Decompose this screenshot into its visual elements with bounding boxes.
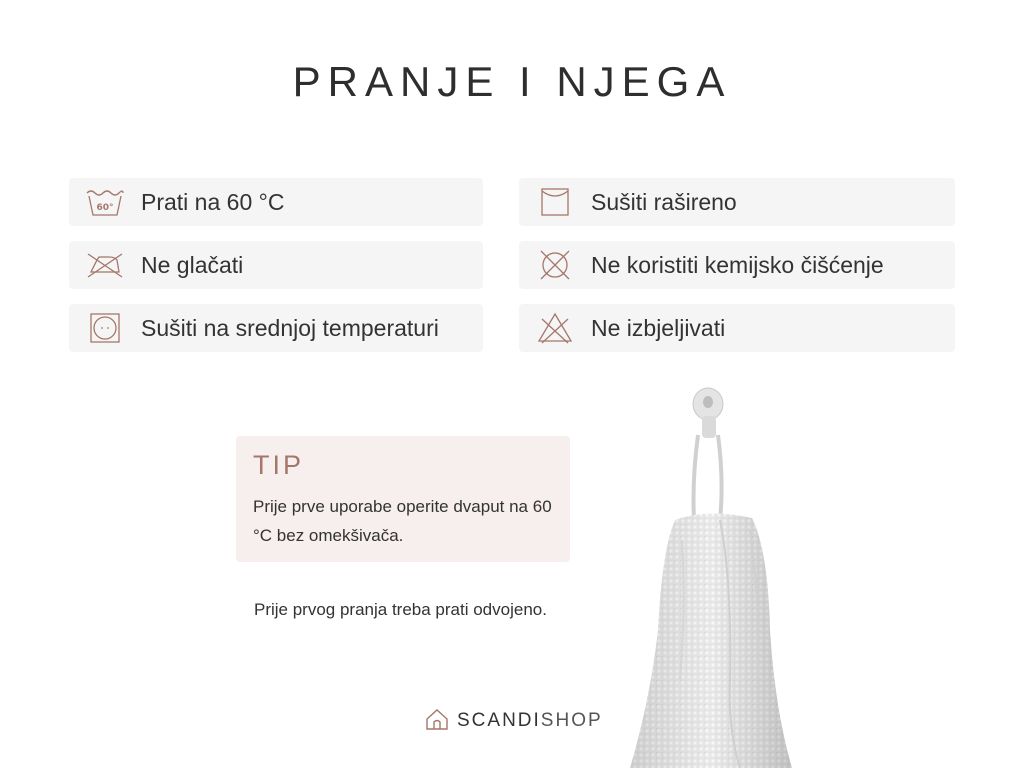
wash-60-icon-text: 60° — [96, 203, 114, 213]
towel-image — [620, 380, 840, 768]
tip-box — [236, 436, 570, 562]
brand-name-part1: SCANDI — [457, 710, 541, 731]
care-item-wash-60 — [69, 178, 483, 226]
tumble-dry-medium-icon — [83, 308, 127, 348]
care-item-label: Ne izbjeljivati — [591, 314, 726, 341]
care-item-label: Ne koristiti kemijsko čišćenje — [591, 251, 884, 278]
care-item-tumble-dry-medium — [69, 304, 483, 352]
no-bleach-icon — [533, 308, 577, 348]
no-dry-clean-icon — [533, 245, 577, 285]
note-text: Prije prvog pranja treba prati odvojeno. — [254, 600, 547, 619]
care-item-label: Ne glačati — [141, 251, 244, 278]
house-icon — [425, 707, 449, 736]
wash-60-icon — [83, 182, 127, 222]
page-title: PRANJE I NJEGA — [292, 58, 732, 105]
brand-name-part2: SHOP — [540, 710, 603, 731]
tip-title: TIP — [253, 450, 305, 480]
no-iron-icon — [83, 245, 127, 285]
care-item-label: Prati na 60 °C — [141, 188, 285, 215]
care-item-no-dry-clean — [519, 241, 955, 289]
care-item-no-bleach — [519, 304, 955, 352]
brand-logo — [425, 706, 603, 736]
tip-text: Prije prve uporabe operite dvaput na 60 °C bez omekšivača. — [253, 497, 552, 545]
care-item-no-iron — [69, 241, 483, 289]
care-item-dry-flat — [519, 178, 955, 226]
care-item-label: Sušiti na srednjoj temperaturi — [141, 314, 439, 341]
brand-name — [457, 710, 603, 732]
care-item-label: Sušiti rašireno — [591, 188, 737, 215]
dry-flat-icon — [533, 182, 577, 222]
